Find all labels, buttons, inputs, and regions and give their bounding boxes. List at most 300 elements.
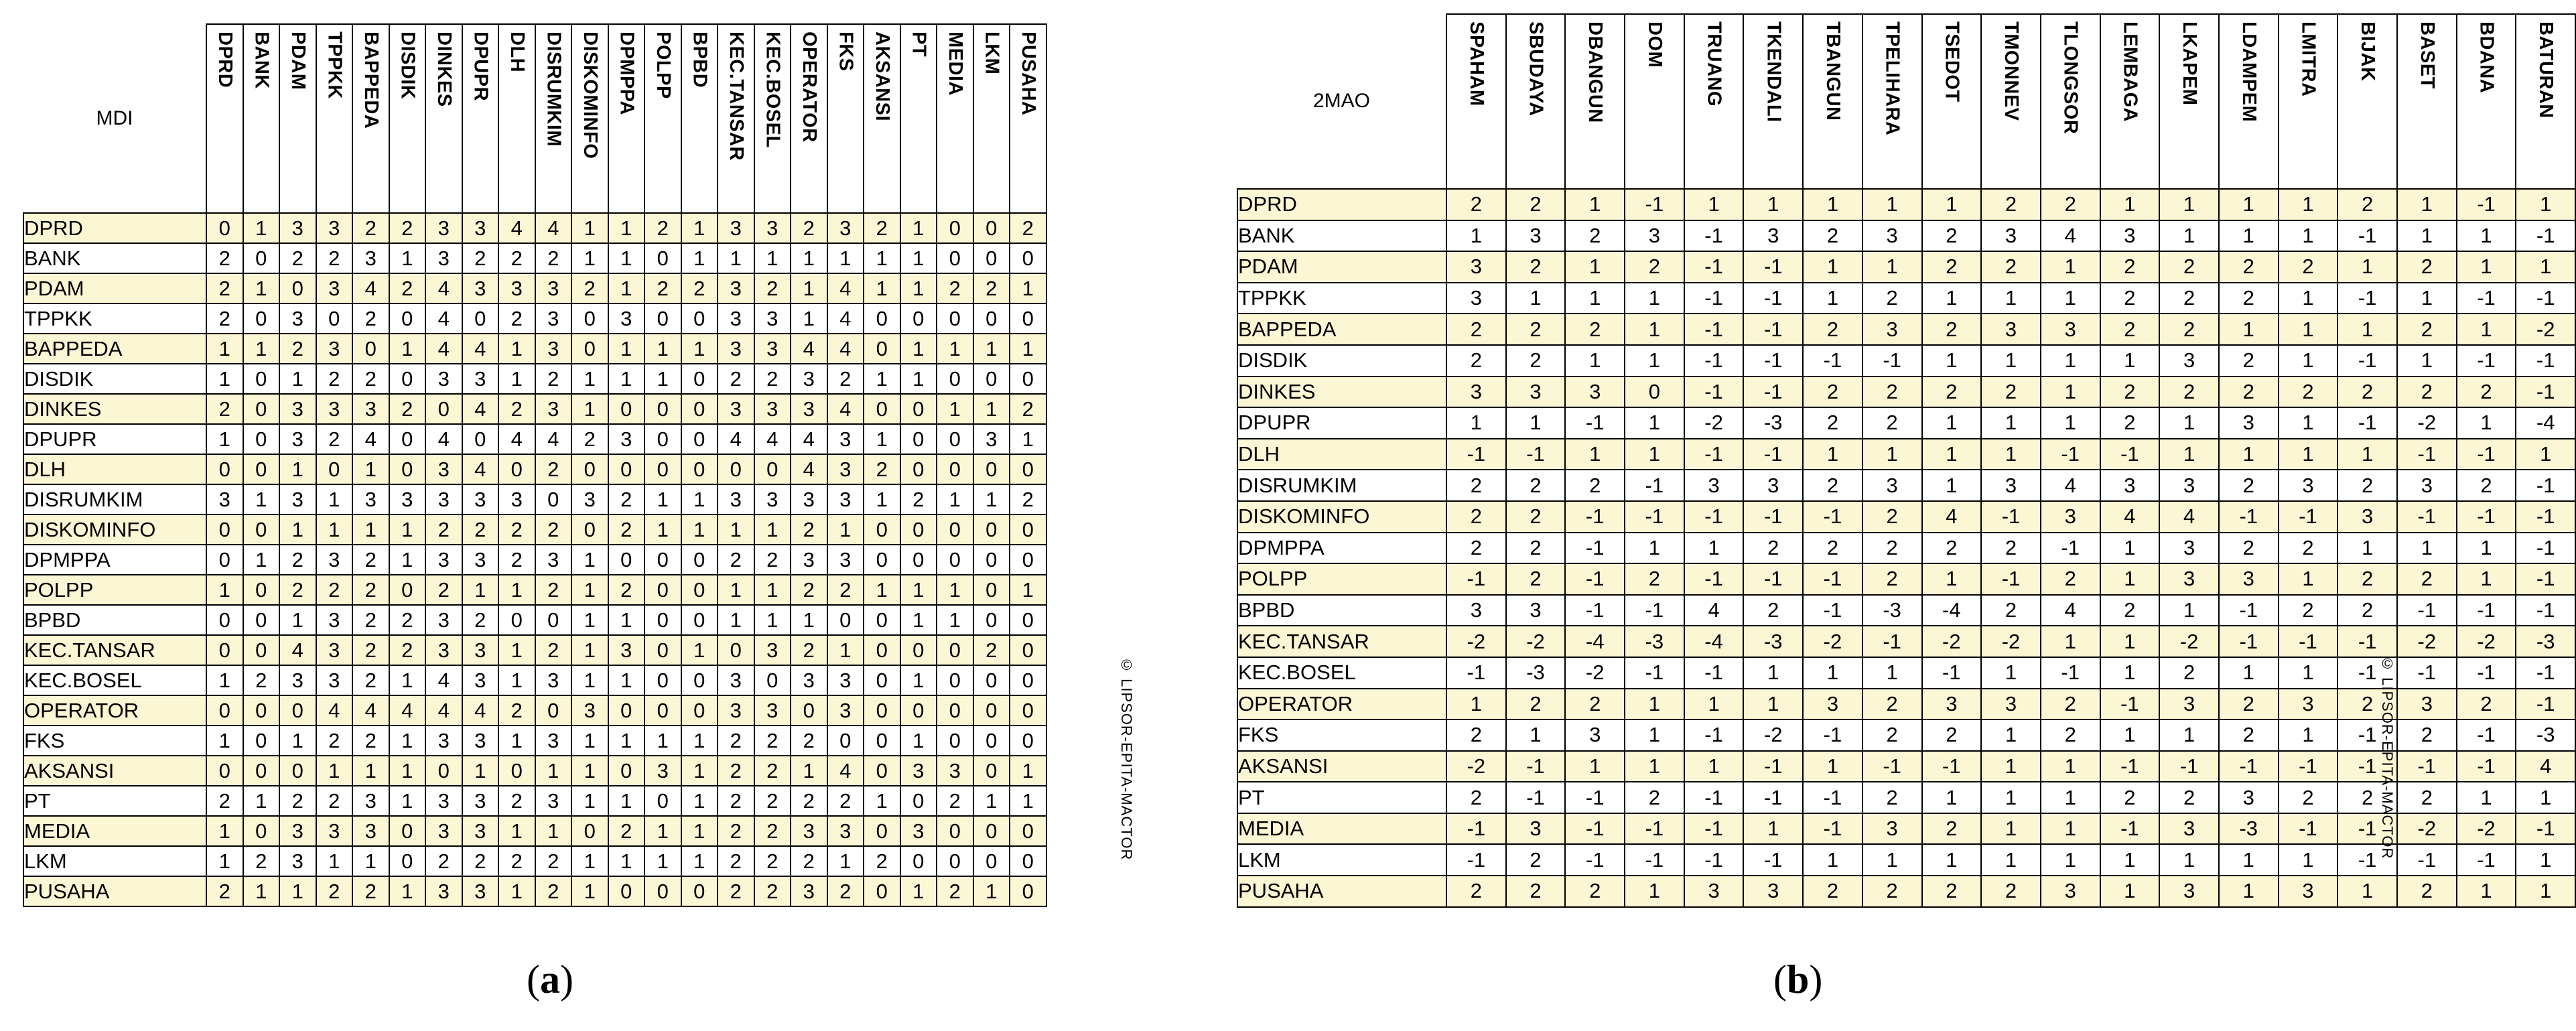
matrix-cell: 0 bbox=[900, 545, 937, 575]
matrix-cell: 0 bbox=[279, 273, 316, 303]
matrix-cell: 2 bbox=[2219, 345, 2279, 376]
table-row bbox=[23, 394, 1046, 424]
matrix-cell: 3 bbox=[900, 816, 937, 846]
matrix-cell: 1 bbox=[1625, 439, 1684, 470]
column-header bbox=[1446, 14, 1506, 189]
matrix-cell: 0 bbox=[206, 605, 243, 635]
matrix-cell: 2 bbox=[206, 394, 243, 424]
matrix-cell: 3 bbox=[2159, 533, 2219, 564]
column-header-label: TBANGUN bbox=[1822, 21, 1844, 121]
column-header bbox=[316, 24, 353, 213]
matrix-cell: 1 bbox=[718, 575, 754, 605]
matrix-cell: 4 bbox=[2041, 470, 2100, 501]
matrix-cell: 3 bbox=[1862, 314, 1922, 345]
matrix-cell: 0 bbox=[937, 213, 973, 243]
matrix-cell: 2 bbox=[1862, 719, 1922, 751]
matrix-cell: 2 bbox=[1922, 533, 1982, 564]
table-row bbox=[1237, 689, 2575, 720]
matrix-cell: 2 bbox=[352, 303, 389, 334]
matrix-cell: 3 bbox=[827, 454, 864, 484]
matrix-cell: 3 bbox=[608, 303, 645, 334]
matrix-cell: -1 bbox=[2219, 626, 2279, 657]
column-header-label: DINKES bbox=[433, 31, 455, 107]
matrix-cell: 1 bbox=[681, 846, 718, 876]
matrix-cell: 0 bbox=[681, 575, 718, 605]
matrix-cell: 0 bbox=[900, 303, 937, 334]
row-label: TPPKK bbox=[23, 303, 206, 334]
row-label: DINKES bbox=[1237, 376, 1446, 408]
matrix-cell: 1 bbox=[1862, 439, 1922, 470]
matrix-cell: 0 bbox=[316, 303, 353, 334]
matrix-cell: 1 bbox=[1625, 689, 1684, 720]
matrix-cell: 3 bbox=[316, 816, 353, 846]
matrix-cell: 1 bbox=[206, 424, 243, 454]
matrix-cell: 3 bbox=[462, 786, 499, 816]
matrix-cell: 1 bbox=[937, 394, 973, 424]
row-label: DPUPR bbox=[23, 424, 206, 454]
matrix-cell: 4 bbox=[425, 695, 462, 726]
table-row bbox=[1237, 563, 2575, 595]
matrix-cell: 2 bbox=[352, 575, 389, 605]
matrix-cell: 3 bbox=[425, 454, 462, 484]
matrix-cell: 2 bbox=[754, 846, 791, 876]
matrix-cell: 3 bbox=[827, 816, 864, 846]
matrix-cell: 2 bbox=[462, 514, 499, 545]
matrix-cell: 0 bbox=[973, 816, 1010, 846]
matrix-cell: 3 bbox=[425, 213, 462, 243]
row-label: DLH bbox=[1237, 439, 1446, 470]
matrix-cell: 3 bbox=[425, 484, 462, 514]
matrix-cell: -1 bbox=[2457, 439, 2516, 470]
matrix-cell: 1 bbox=[571, 364, 608, 394]
matrix-cell: -1 bbox=[1565, 782, 1625, 813]
column-header-label: LEMBAGA bbox=[2119, 21, 2141, 123]
matrix-cell: 2 bbox=[1446, 876, 1506, 907]
matrix-cell: 0 bbox=[937, 364, 973, 394]
matrix-cell: 3 bbox=[791, 876, 827, 906]
matrix-cell: 0 bbox=[937, 243, 973, 273]
matrix-cell: 0 bbox=[243, 243, 280, 273]
column-header-label: LKAPEM bbox=[2179, 21, 2201, 106]
matrix-cell: 2 bbox=[498, 545, 535, 575]
matrix-cell: 2 bbox=[389, 273, 426, 303]
matrix-cell: 2 bbox=[425, 846, 462, 876]
matrix-cell: 4 bbox=[279, 635, 316, 665]
table-row bbox=[23, 484, 1046, 514]
table-row bbox=[1237, 470, 2575, 501]
matrix-cell: 4 bbox=[754, 424, 791, 454]
matrix-cell: -1 bbox=[1684, 376, 1744, 408]
matrix-cell: 0 bbox=[864, 605, 900, 635]
matrix-cell: 1 bbox=[1862, 657, 1922, 689]
matrix-cell: 2 bbox=[2219, 719, 2279, 751]
row-label: PDAM bbox=[23, 273, 206, 303]
row-label: DISKOMINFO bbox=[1237, 501, 1446, 533]
matrix-cell: 0 bbox=[864, 635, 900, 665]
row-label: DPMPPA bbox=[23, 545, 206, 575]
matrix-cell: 3 bbox=[462, 545, 499, 575]
matrix-cell: 0 bbox=[681, 605, 718, 635]
matrix-cell: 1 bbox=[681, 213, 718, 243]
matrix-cell: 3 bbox=[279, 213, 316, 243]
matrix-cell: 1 bbox=[2279, 314, 2338, 345]
matrix-cell: 1 bbox=[608, 213, 645, 243]
matrix-cell: 1 bbox=[389, 756, 426, 786]
matrix-cell: -1 bbox=[2457, 751, 2516, 782]
matrix-cell: 3 bbox=[352, 786, 389, 816]
row-label: DLH bbox=[23, 454, 206, 484]
column-header-label: DISDIK bbox=[397, 31, 419, 100]
matrix-cell: -1 bbox=[1684, 251, 1744, 283]
matrix-cell: 1 bbox=[498, 726, 535, 756]
matrix-cell: 2 bbox=[937, 786, 973, 816]
table-row bbox=[1237, 501, 2575, 533]
matrix-cell: 1 bbox=[791, 756, 827, 786]
matrix-cell: 0 bbox=[206, 213, 243, 243]
matrix-cell: 4 bbox=[827, 756, 864, 786]
matrix-cell: 3 bbox=[2219, 782, 2279, 813]
matrix-cell: 2 bbox=[827, 786, 864, 816]
matrix-cell: 3 bbox=[608, 635, 645, 665]
matrix-cell: -2 bbox=[1446, 751, 1506, 782]
matrix-cell: 1 bbox=[2397, 345, 2457, 376]
column-header-label: BASET bbox=[2416, 21, 2438, 89]
matrix-cell: 0 bbox=[571, 334, 608, 364]
matrix-cell: 1 bbox=[2279, 345, 2338, 376]
matrix-cell: 1 bbox=[1862, 844, 1922, 876]
2mao-matrix-table bbox=[1237, 13, 2576, 908]
matrix-cell: 1 bbox=[827, 846, 864, 876]
matrix-cell: 1 bbox=[316, 846, 353, 876]
matrix-cell: -1 bbox=[2516, 813, 2575, 845]
matrix-cell: 2 bbox=[1803, 533, 1862, 564]
matrix-cell: 2 bbox=[2100, 283, 2160, 314]
matrix-cell: 3 bbox=[425, 243, 462, 273]
matrix-cell: 3 bbox=[279, 303, 316, 334]
matrix-cell: 3 bbox=[462, 213, 499, 243]
table-row bbox=[1237, 782, 2575, 813]
matrix-cell: 2 bbox=[571, 273, 608, 303]
column-header bbox=[2100, 14, 2160, 189]
caption-b: (b) bbox=[1773, 957, 1823, 1002]
matrix-cell: 2 bbox=[352, 213, 389, 243]
matrix-cell: -1 bbox=[1625, 501, 1684, 533]
matrix-cell: 2 bbox=[864, 454, 900, 484]
matrix-cell: -1 bbox=[2397, 844, 2457, 876]
matrix-cell: 0 bbox=[316, 454, 353, 484]
column-header bbox=[2516, 14, 2575, 189]
matrix-cell: 0 bbox=[645, 695, 681, 726]
matrix-cell: 4 bbox=[827, 394, 864, 424]
matrix-cell: 1 bbox=[2397, 189, 2457, 220]
matrix-cell: -1 bbox=[1446, 563, 1506, 595]
matrix-cell: 3 bbox=[718, 484, 754, 514]
column-header bbox=[2159, 14, 2219, 189]
matrix-cell: 0 bbox=[389, 303, 426, 334]
matrix-cell: 0 bbox=[900, 454, 937, 484]
matrix-cell: -1 bbox=[1625, 470, 1684, 501]
matrix-cell: 0 bbox=[973, 665, 1010, 695]
matrix-cell: -1 bbox=[1743, 844, 1803, 876]
matrix-cell: -1 bbox=[2337, 283, 2397, 314]
matrix-cell: 1 bbox=[608, 665, 645, 695]
table-row bbox=[23, 726, 1046, 756]
matrix-cell: 1 bbox=[498, 575, 535, 605]
matrix-cell: 2 bbox=[973, 273, 1010, 303]
matrix-cell: 3 bbox=[718, 394, 754, 424]
row-label: OPERATOR bbox=[23, 695, 206, 726]
matrix-cell: 1 bbox=[608, 846, 645, 876]
matrix-cell: 1 bbox=[900, 575, 937, 605]
matrix-cell: -1 bbox=[1684, 657, 1744, 689]
matrix-cell: 1 bbox=[2041, 751, 2100, 782]
matrix-cell: 1 bbox=[2159, 719, 2219, 751]
row-label: PDAM bbox=[1237, 251, 1446, 283]
matrix-cell: 0 bbox=[425, 756, 462, 786]
matrix-cell: 1 bbox=[2457, 782, 2516, 813]
matrix-cell: 2 bbox=[2397, 719, 2457, 751]
matrix-cell: 0 bbox=[389, 364, 426, 394]
matrix-cell: -1 bbox=[1684, 314, 1744, 345]
matrix-cell: 1 bbox=[1010, 786, 1046, 816]
matrix-cell: -2 bbox=[2397, 813, 2457, 845]
matrix-cell: 0 bbox=[973, 454, 1010, 484]
matrix-cell: 3 bbox=[1446, 376, 1506, 408]
matrix-cell: 2 bbox=[2041, 563, 2100, 595]
matrix-cell: 3 bbox=[718, 213, 754, 243]
matrix-cell: 1 bbox=[937, 575, 973, 605]
matrix-cell: 2 bbox=[1803, 376, 1862, 408]
matrix-cell: 2 bbox=[754, 816, 791, 846]
column-header-label: BAPPEDA bbox=[360, 31, 382, 129]
matrix-cell: 1 bbox=[937, 605, 973, 635]
matrix-cell: 0 bbox=[1625, 376, 1684, 408]
table-row bbox=[23, 424, 1046, 454]
matrix-cell: 3 bbox=[827, 484, 864, 514]
matrix-cell: 0 bbox=[681, 303, 718, 334]
matrix-cell: 1 bbox=[681, 816, 718, 846]
matrix-cell: 2 bbox=[498, 303, 535, 334]
matrix-cell: 2 bbox=[827, 364, 864, 394]
matrix-cell: 2 bbox=[535, 846, 572, 876]
matrix-cell: 1 bbox=[571, 846, 608, 876]
matrix-cell: 2 bbox=[1922, 376, 1982, 408]
matrix-cell: 0 bbox=[937, 454, 973, 484]
row-label: LKM bbox=[23, 846, 206, 876]
table-row bbox=[23, 303, 1046, 334]
row-label: TPPKK bbox=[1237, 283, 1446, 314]
matrix-cell: -1 bbox=[1803, 563, 1862, 595]
matrix-cell: 0 bbox=[681, 545, 718, 575]
matrix-cell: 4 bbox=[316, 695, 353, 726]
matrix-cell: 0 bbox=[1010, 876, 1046, 906]
matrix-cell: 1 bbox=[1862, 189, 1922, 220]
matrix-cell: 3 bbox=[2100, 470, 2160, 501]
matrix-cell: 3 bbox=[718, 334, 754, 364]
matrix-cell: 2 bbox=[791, 846, 827, 876]
matrix-cell: 2 bbox=[1506, 563, 1566, 595]
table-row bbox=[1237, 626, 2575, 657]
matrix-cell: 1 bbox=[937, 484, 973, 514]
matrix-cell: 0 bbox=[206, 545, 243, 575]
matrix-cell: 2 bbox=[1862, 501, 1922, 533]
matrix-cell: 1 bbox=[1981, 719, 2041, 751]
matrix-cell: 2 bbox=[352, 635, 389, 665]
column-header-label: SBUDAYA bbox=[1525, 21, 1547, 117]
matrix-cell: 1 bbox=[206, 726, 243, 756]
column-header-label: DLH bbox=[506, 31, 528, 73]
matrix-cell: 1 bbox=[1446, 220, 1506, 252]
row-label: MEDIA bbox=[1237, 813, 1446, 845]
row-label: BAPPEDA bbox=[1237, 314, 1446, 345]
table-row bbox=[23, 514, 1046, 545]
matrix-cell: -4 bbox=[1922, 595, 1982, 626]
matrix-cell: -1 bbox=[1565, 563, 1625, 595]
matrix-cell: 0 bbox=[1010, 605, 1046, 635]
matrix-cell: 2 bbox=[1743, 595, 1803, 626]
matrix-cell: 1 bbox=[2516, 439, 2575, 470]
matrix-cell: 2 bbox=[462, 846, 499, 876]
matrix-cell: 1 bbox=[498, 334, 535, 364]
matrix-cell: -1 bbox=[2100, 813, 2160, 845]
matrix-cell: 3 bbox=[425, 605, 462, 635]
matrix-cell: 2 bbox=[1743, 533, 1803, 564]
matrix-cell: 0 bbox=[1010, 816, 1046, 846]
matrix-cell: 1 bbox=[1446, 407, 1506, 439]
matrix-cell: 1 bbox=[900, 605, 937, 635]
matrix-cell: 3 bbox=[791, 364, 827, 394]
matrix-cell: 0 bbox=[864, 514, 900, 545]
matrix-cell: -1 bbox=[1862, 626, 1922, 657]
matrix-cell: -2 bbox=[1922, 626, 1982, 657]
matrix-cell: -1 bbox=[2516, 689, 2575, 720]
column-header bbox=[2337, 14, 2397, 189]
matrix-cell: 1 bbox=[900, 726, 937, 756]
matrix-cell: 2 bbox=[2219, 470, 2279, 501]
matrix-cell: 1 bbox=[2279, 189, 2338, 220]
matrix-cell: 0 bbox=[864, 876, 900, 906]
matrix-cell: 3 bbox=[425, 635, 462, 665]
matrix-cell: 2 bbox=[754, 545, 791, 575]
matrix-cell: 2 bbox=[425, 575, 462, 605]
matrix-cell: 1 bbox=[243, 213, 280, 243]
table-row bbox=[23, 816, 1046, 846]
column-header bbox=[973, 24, 1010, 213]
matrix-cell: 2 bbox=[535, 364, 572, 394]
matrix-cell: 1 bbox=[718, 514, 754, 545]
matrix-cell: 2 bbox=[206, 273, 243, 303]
matrix-cell: 2 bbox=[1446, 314, 1506, 345]
matrix-cell: 1 bbox=[206, 334, 243, 364]
matrix-cell: 0 bbox=[608, 454, 645, 484]
row-label: DISKOMINFO bbox=[23, 514, 206, 545]
matrix-cell: 0 bbox=[900, 635, 937, 665]
matrix-cell: -1 bbox=[1922, 751, 1982, 782]
matrix-cell: 1 bbox=[1981, 657, 2041, 689]
matrix-cell: -1 bbox=[2041, 657, 2100, 689]
matrix-cell: 2 bbox=[2219, 689, 2279, 720]
matrix-cell: 0 bbox=[973, 213, 1010, 243]
matrix-cell: 1 bbox=[2457, 314, 2516, 345]
matrix-cell: 2 bbox=[2100, 407, 2160, 439]
matrix-cell: 2 bbox=[2219, 533, 2279, 564]
matrix-cell: 2 bbox=[2457, 470, 2516, 501]
matrix-cell: 3 bbox=[535, 786, 572, 816]
matrix-cell: 3 bbox=[2159, 563, 2219, 595]
table-row bbox=[23, 334, 1046, 364]
matrix-cell: 3 bbox=[1506, 595, 1566, 626]
column-header bbox=[791, 24, 827, 213]
matrix-cell: 2 bbox=[973, 635, 1010, 665]
matrix-cell: 0 bbox=[973, 243, 1010, 273]
matrix-cell: 2 bbox=[1446, 501, 1506, 533]
matrix-cell: 1 bbox=[1922, 407, 1982, 439]
matrix-cell: 1 bbox=[1922, 844, 1982, 876]
matrix-cell: 2 bbox=[316, 243, 353, 273]
matrix-cell: 1 bbox=[1565, 283, 1625, 314]
matrix-cell: 3 bbox=[1625, 220, 1684, 252]
matrix-cell: 0 bbox=[937, 303, 973, 334]
matrix-cell: 3 bbox=[827, 424, 864, 454]
matrix-cell: 2 bbox=[645, 213, 681, 243]
matrix-cell: 3 bbox=[754, 334, 791, 364]
matrix-cell: 0 bbox=[243, 514, 280, 545]
matrix-cell: -1 bbox=[1803, 501, 1862, 533]
matrix-cell: 0 bbox=[937, 695, 973, 726]
matrix-cell: 1 bbox=[2159, 595, 2219, 626]
matrix-cell: 2 bbox=[827, 876, 864, 906]
matrix-cell: 0 bbox=[206, 756, 243, 786]
matrix-cell: 0 bbox=[645, 605, 681, 635]
matrix-cell: -1 bbox=[1803, 595, 1862, 626]
matrix-cell: 1 bbox=[1743, 689, 1803, 720]
matrix-cell: 1 bbox=[243, 334, 280, 364]
matrix-cell: 3 bbox=[1446, 283, 1506, 314]
matrix-cell: 0 bbox=[864, 394, 900, 424]
matrix-cell: 1 bbox=[1506, 283, 1566, 314]
matrix-cell: 3 bbox=[2159, 345, 2219, 376]
matrix-cell: 2 bbox=[1862, 876, 1922, 907]
matrix-cell: 2 bbox=[718, 816, 754, 846]
matrix-cell: 2 bbox=[2100, 376, 2160, 408]
mdi-matrix-table bbox=[23, 23, 1047, 907]
matrix-cell: 1 bbox=[900, 665, 937, 695]
matrix-cell: 1 bbox=[571, 876, 608, 906]
matrix-cell: 3 bbox=[316, 394, 353, 424]
matrix-cell: -3 bbox=[2516, 719, 2575, 751]
matrix-cell: -1 bbox=[1743, 283, 1803, 314]
matrix-cell: -1 bbox=[2457, 844, 2516, 876]
matrix-cell: 2 bbox=[352, 876, 389, 906]
matrix-cell: 4 bbox=[827, 303, 864, 334]
matrix-cell: 1 bbox=[864, 424, 900, 454]
matrix-cell: 2 bbox=[316, 726, 353, 756]
column-header-label: OPERATOR bbox=[798, 31, 820, 143]
matrix-cell: 1 bbox=[571, 786, 608, 816]
matrix-cell: 4 bbox=[498, 213, 535, 243]
matrix-cell: 2 bbox=[498, 514, 535, 545]
matrix-cell: 0 bbox=[608, 394, 645, 424]
matrix-cell: -3 bbox=[2219, 813, 2279, 845]
row-label: DPRD bbox=[1237, 189, 1446, 220]
row-label: AKSANSI bbox=[1237, 751, 1446, 782]
matrix-cell: 2 bbox=[1565, 876, 1625, 907]
matrix-cell: 1 bbox=[1565, 189, 1625, 220]
matrix-cell: 3 bbox=[352, 484, 389, 514]
matrix-cell: -1 bbox=[2100, 689, 2160, 720]
matrix-cell: 3 bbox=[1981, 470, 2041, 501]
row-label: KEC.BOSEL bbox=[23, 665, 206, 695]
